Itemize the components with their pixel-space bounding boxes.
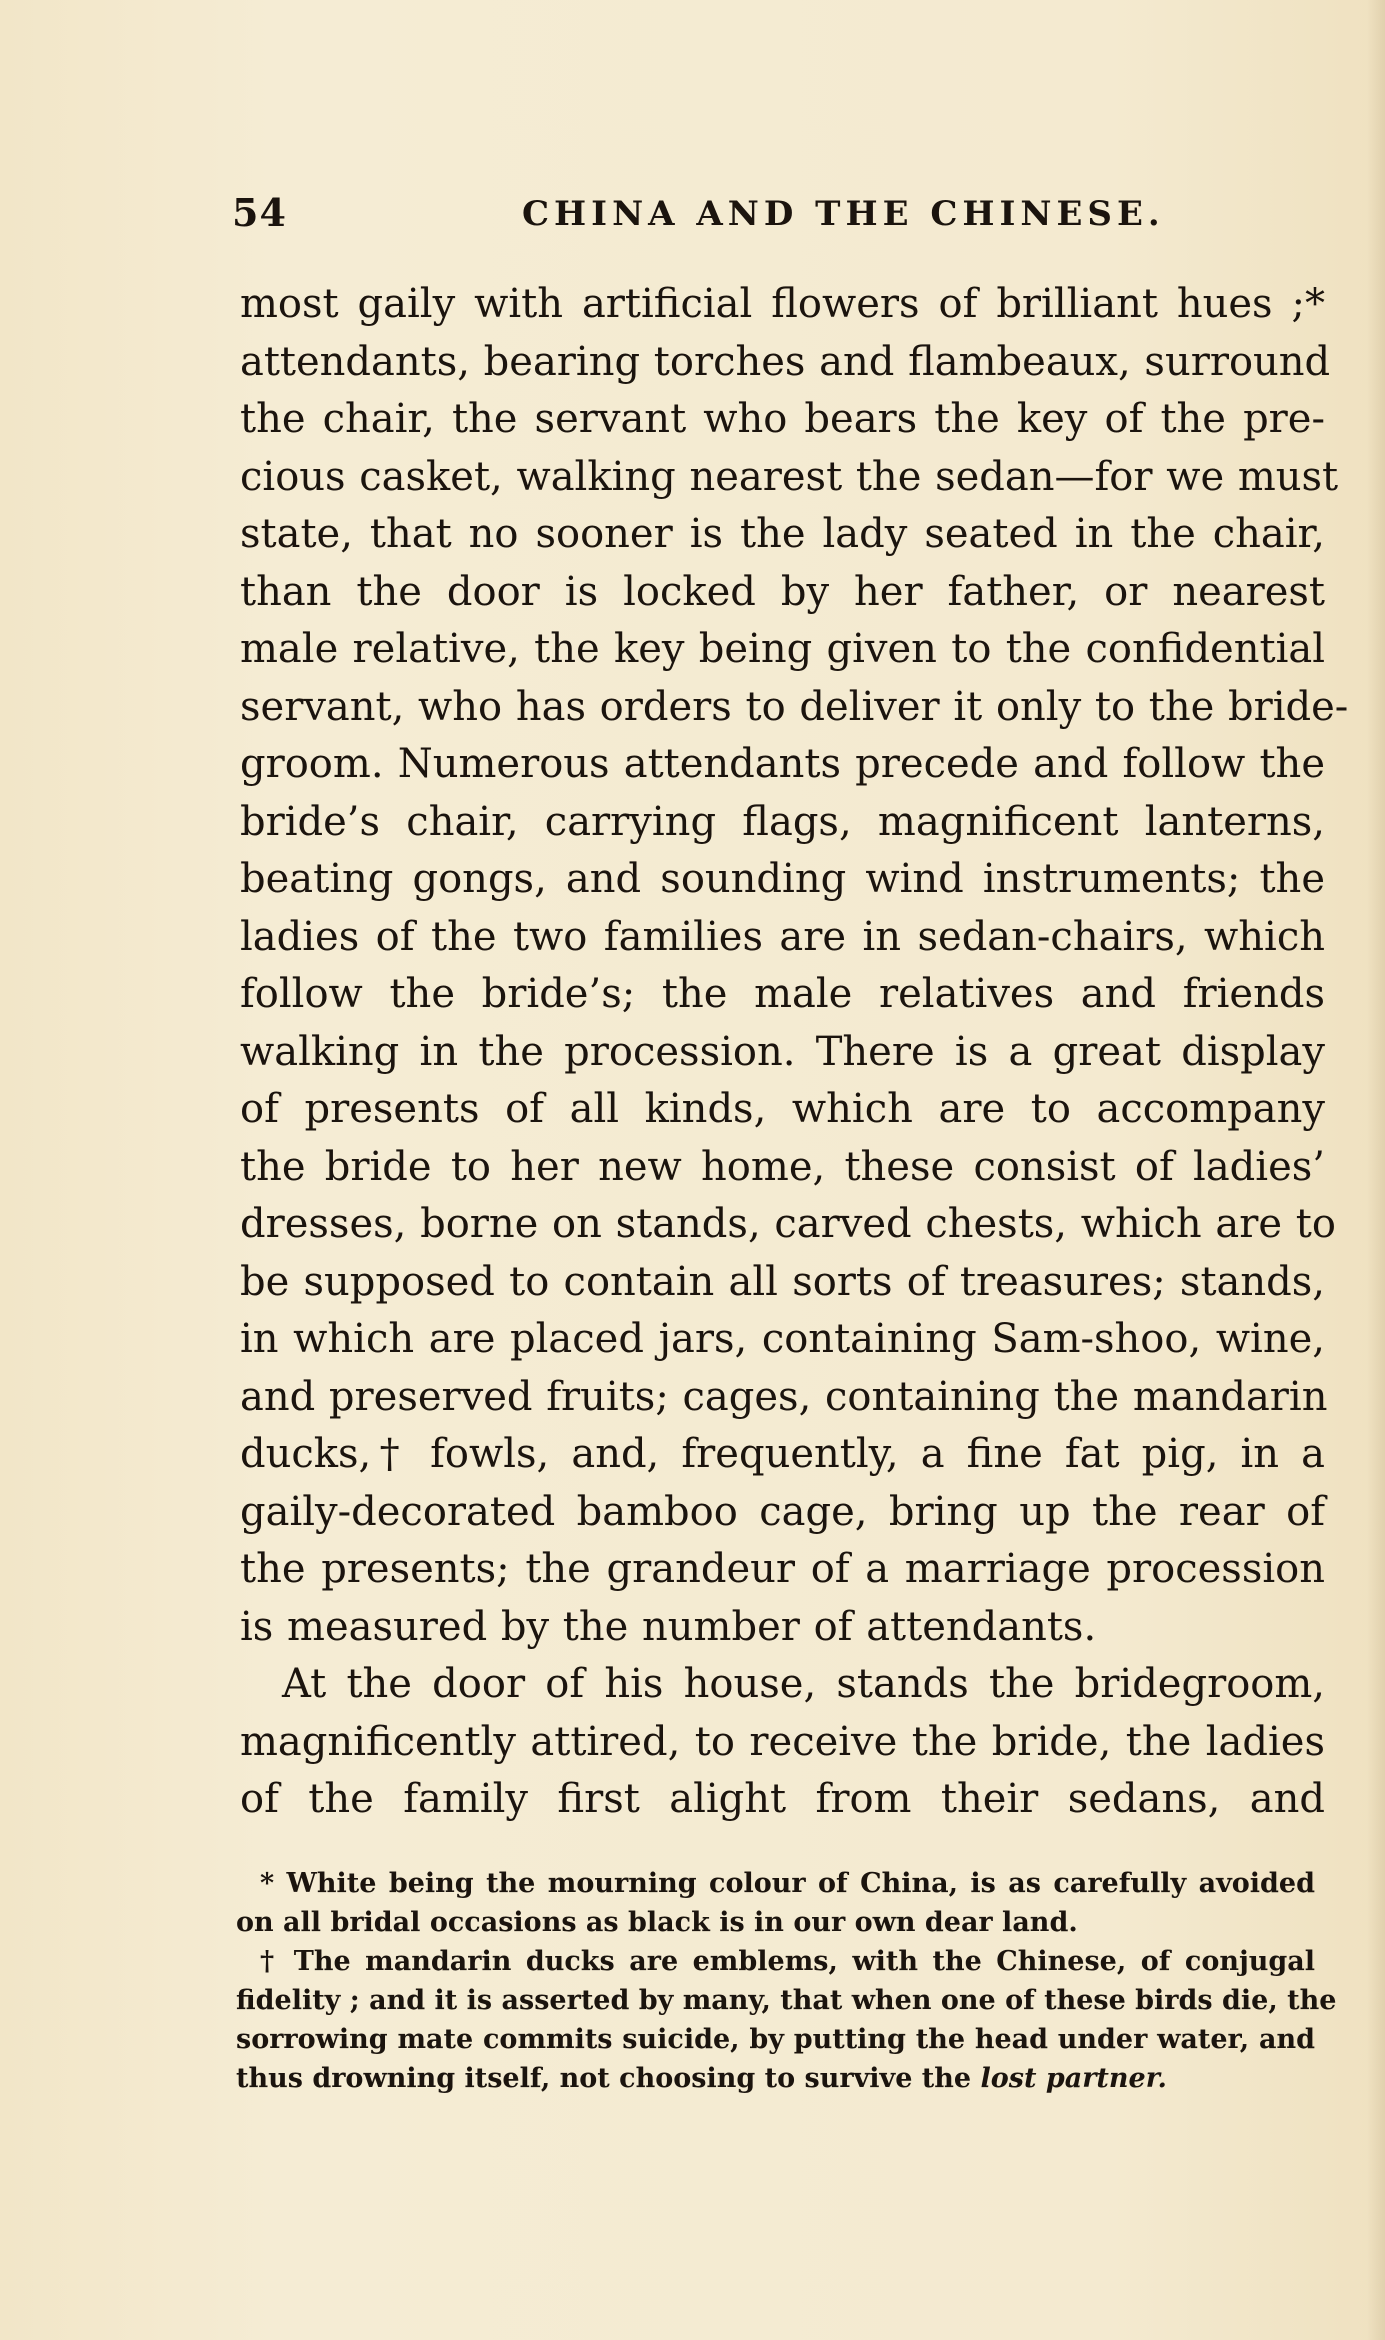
body-line: most gaily with artificial flowers of brilliant hues ;* (240, 281, 1325, 327)
body-line: dresses, borne on stands, carved chests, which are to (240, 1201, 1336, 1247)
body-line: male relative, the key being given to the confidential (240, 626, 1325, 672)
body-line: and preserved fruits; cages, containing the mandarin (240, 1373, 1328, 1420)
body-line: groom. Numerous attendants precede and follow the (240, 741, 1325, 787)
body-line: the chair, the servant who bears the key of the pre- (240, 396, 1325, 442)
footnote-dagger-line: fidelity ; and it is asserted by many, that when one of these birds die, the (236, 1985, 1337, 2016)
body-line: ladies of the two families are in sedan-chairs, which (240, 913, 1325, 960)
body-line: of the family first alight from their sedans, and (240, 1776, 1325, 1822)
footnote-dagger-line: † The mandarin ducks are emblems, with the Chinese, of conjugal (260, 1946, 1315, 1977)
body-line-paragraph-start: At the door of his house, stands the bridegroom, (282, 1661, 1325, 1707)
body-line: is measured by the number of attendants. (240, 1603, 1097, 1650)
footnote-italic-text: lost partner. (980, 2063, 1167, 2094)
body-line: state, that no sooner is the lady seated in the chair, (240, 511, 1325, 557)
footnote-dagger-line (236, 2059, 1315, 2098)
page-number: 54 (232, 190, 287, 235)
body-line: in which are placed jars, containing Sam-shoo, wine, (240, 1316, 1325, 1362)
body-text (240, 276, 1349, 1829)
body-line: walking in the procession. There is a great display (240, 1028, 1325, 1075)
footnote-text: thus drowning itself, not choosing to survive the (236, 2063, 972, 2094)
body-line: gaily-decorated bamboo cage, bring up the rear of (240, 1488, 1325, 1535)
footnotes (236, 1864, 1337, 2098)
body-line: servant, who has orders to deliver it only to the bride- (240, 683, 1349, 730)
body-line: than the door is locked by her father, or nearest (240, 568, 1325, 615)
footnote-asterisk-line: * White being the mourning colour of China, is as carefully avoided (260, 1868, 1315, 1899)
page-edge-shadow (1367, 0, 1385, 2340)
body-line: bride’s chair, carrying flags, magnificent lanterns, (240, 798, 1325, 845)
body-line: the bride to her new home, these consist of ladies’ (240, 1143, 1325, 1190)
body-line: ducks,† fowls, and, frequently, a fine fat pig, in a (240, 1431, 1325, 1477)
body-line: be supposed to contain all sorts of treasures; stands, (240, 1258, 1325, 1305)
body-line: of presents of all kinds, which are to accompany (240, 1086, 1325, 1132)
footnote-dagger-line: sorrowing mate commits suicide, by putting the head under water, and (236, 2024, 1315, 2055)
body-line: cious casket, walking nearest the sedan—for we must (240, 453, 1339, 500)
page-header (232, 190, 1382, 242)
body-line: beating gongs, and sounding wind instruments; the (240, 856, 1325, 902)
running-head: CHINA AND THE CHINESE. (522, 194, 1165, 234)
body-line: the presents; the grandeur of a marriage procession (240, 1546, 1325, 1592)
body-line: magnificently attired, to receive the bride, the ladies (240, 1718, 1325, 1765)
footnote-asterisk-line: on all bridal occasions as black is in our own dear land. (236, 1907, 1078, 1938)
body-line: follow the bride’s; the male relatives and friends (240, 971, 1325, 1017)
body-line: attendants, bearing torches and flambeaux, surround (240, 338, 1331, 385)
